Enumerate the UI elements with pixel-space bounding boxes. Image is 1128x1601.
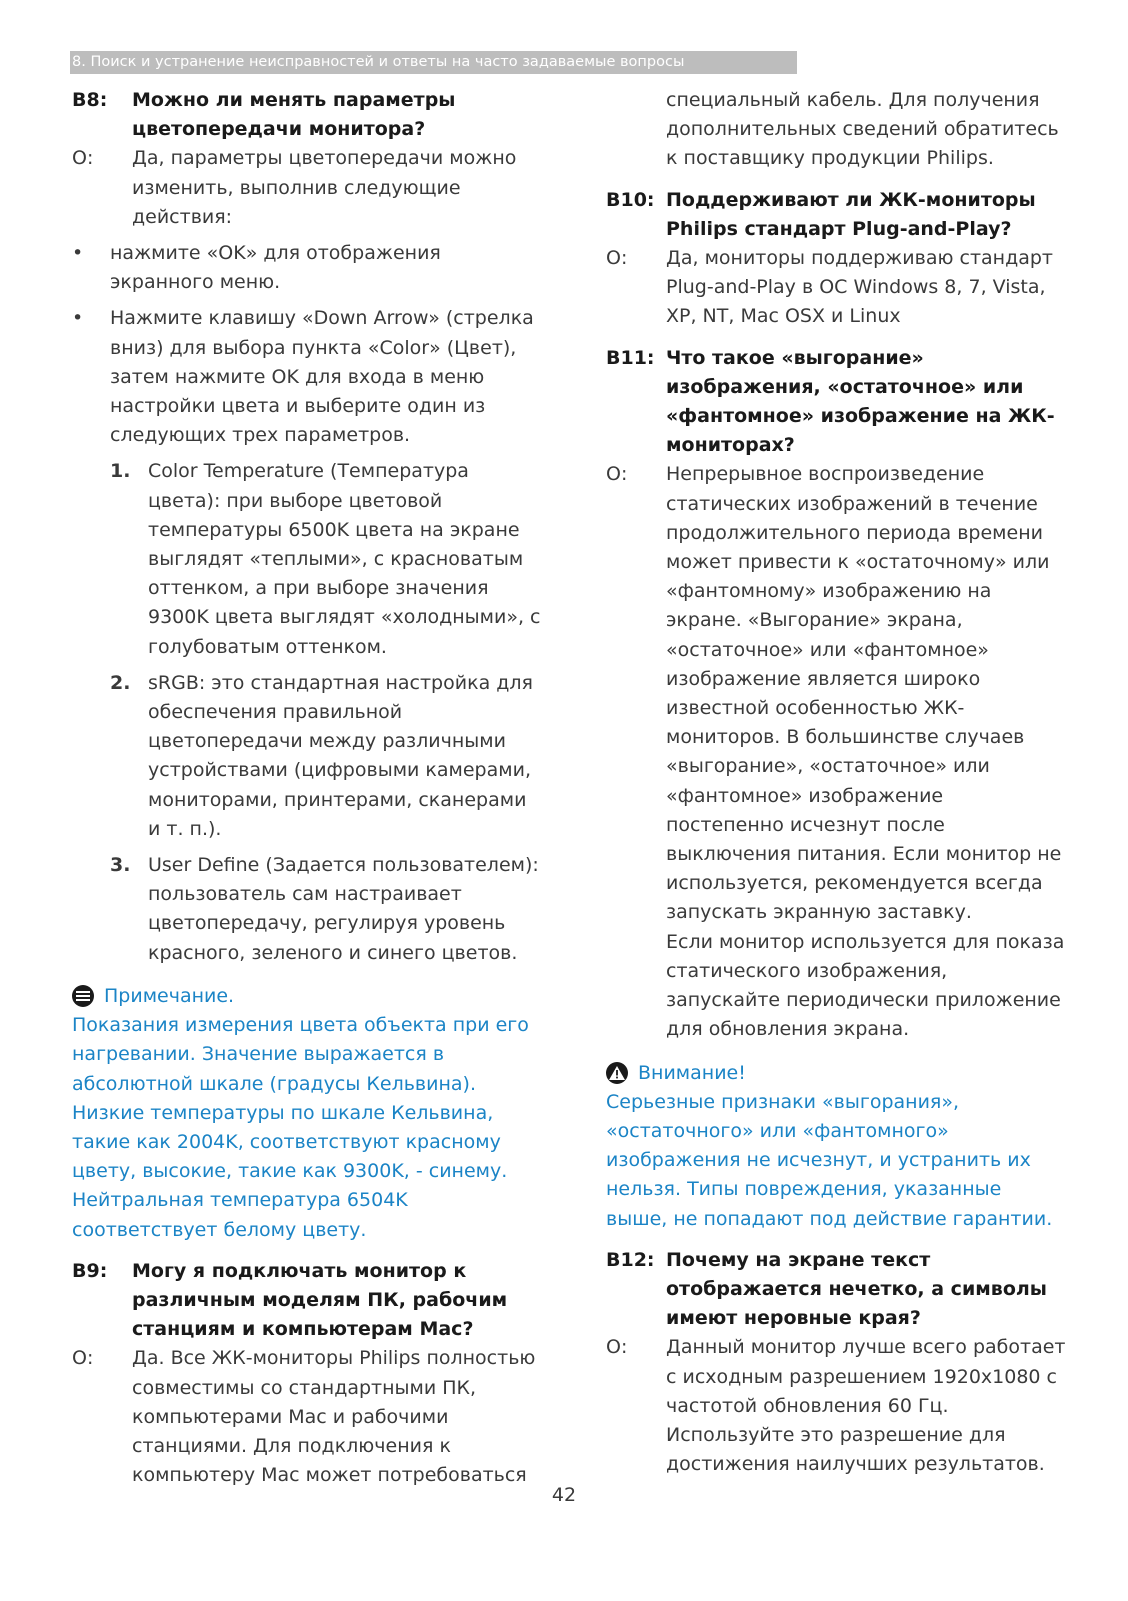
answer-b11 [606, 460, 1066, 927]
answer-label: О: [606, 1336, 628, 1359]
warning-icon [606, 1062, 628, 1084]
bullet-item [72, 239, 542, 297]
section-header: 8. Поиск и устранение неисправностей и ответы на часто задаваемые вопросы [70, 51, 797, 74]
numbered-item [110, 851, 542, 968]
question-label: В10: [606, 188, 655, 211]
answer-b10 [606, 244, 1066, 332]
answer-text: Да. Все ЖК-мониторы Philips полностью совместимы со стандартными ПК, компьютерами Mac и рабочими станциями. Для подключения к компьютеру Mac может потребоваться [132, 1347, 536, 1487]
warning-title: Внимание! [638, 1061, 746, 1084]
question-label: В9: [72, 1259, 108, 1282]
answer-text: Да, мониторы поддерживаю стандарт Plug-and-Play в ОС Windows 8, 7, Vista, XP, NT, Mac OSX и Linux [666, 247, 1053, 328]
answer-label: О: [606, 463, 628, 486]
item-number: 3. [110, 854, 131, 877]
answer-text: Данный монитор лучше всего работает с исходным разрешением 1920x1080 с частотой обновления 60 Гц. Используйте это разрешение для достижения наилучших результатов. [666, 1336, 1066, 1476]
question-b9 [72, 1257, 542, 1345]
question-label: В8: [72, 89, 108, 111]
bullet-icon: • [72, 242, 84, 265]
answer-b12 [606, 1333, 1066, 1479]
note-title: Примечание. [104, 984, 235, 1007]
question-text: Поддерживают ли ЖК-мониторы Philips стандарт Plug-and-Play? [666, 188, 1036, 240]
item-text: User Define (Задается пользователем): пользователь сам настраивает цветопередачу, регулируя уровень красного, зеленого и синего цветов. [148, 854, 539, 964]
answer-text: Непрерывное воспроизведение статических изображений в течение продолжительного периода времени может привести к «остаточному» или «фантомному» изображению на экране. «Выгорание» экрана, «остаточное» или «фантомное» изображение является широко известной особенностью ЖК-мониторов. В большинстве случаев «выгорание», «остаточное» или «фантомное» изображение постепенно исчезнут после выключения питания. Если монитор не используется, рекомендуется всегда запускать экранную заставку. [666, 463, 1062, 924]
numbered-item [110, 669, 542, 844]
question-text: Что такое «выгорание» изображения, «остаточное» или «фантомное» изображение на ЖК-мониторах? [666, 346, 1055, 457]
answer-label: О: [72, 147, 94, 170]
note-text: Показания измерения цвета объекта при его нагревании. Значение выражается в абсолютной шкале (градусы Кельвина). Низкие температуры по шкале Кельвина, такие как 2004K, соответствуют красному цвету, высокие, такие как 9300K, - синему. Нейтральная температура 6504K соответствует белому цвету. [72, 1014, 529, 1241]
warning-heading [606, 1059, 1066, 1088]
question-text: Могу я подключать монитор к различным моделям ПК, рабочим станциям и компьютерам Mac? [132, 1259, 508, 1341]
answer-text: Да, параметры цветопередачи можно изменить, выполнив следующие действия: [132, 147, 517, 228]
question-text: Можно ли менять параметры цветопередачи монитора? [132, 89, 456, 141]
answer-text: Если монитор используется для показа статического изображения, запускайте периодически приложение для обновления экрана. [666, 930, 1065, 1041]
bullet-text: нажмите «OK» для отображения экранного меню. [110, 242, 441, 294]
question-b11 [606, 344, 1066, 461]
item-number: 2. [110, 671, 131, 694]
answer-b9-continued [606, 86, 1066, 174]
note-heading [72, 982, 542, 1011]
left-column [72, 86, 542, 1490]
warning-text: Серьезные признаки «выгорания», «остаточного» или «фантомного» изображения не исчезнут, и устранить их нельзя. Типы повреждения, указанные выше, не попадают под действие гарантии. [606, 1090, 1053, 1230]
numbered-item [110, 457, 542, 661]
item-text: sRGB: это стандартная настройка для обеспечения правильной цветопередачи между различными устройствами (цифровыми камерами, мониторами, принтерами, сканерами и т. п.). [148, 671, 533, 840]
right-column [606, 86, 1066, 1479]
note-icon [72, 985, 94, 1007]
item-text: Color Temperature (Температура цвета): при выборе цветовой температуры 6500K цвета на экране выглядят «теплыми», с красноватым оттенком, а при выборе значения 9300K цвета выглядят «холодными», с голубоватым оттенком. [148, 460, 541, 658]
question-text: Почему на экране текст отображается нечетко, а символы имеют неровные края? [666, 1248, 1047, 1330]
question-b8 [72, 86, 542, 144]
page-number: 42 [551, 1484, 577, 1506]
answer-text: специальный кабель. Для получения дополнительных сведений обратитесь к поставщику продукции Philips. [666, 89, 1059, 170]
bullet-item [72, 304, 542, 450]
question-b10 [606, 186, 1066, 244]
answer-b9 [72, 1344, 542, 1490]
answer-label: О: [72, 1347, 94, 1370]
question-label: В11: [606, 346, 655, 369]
answer-b8 [72, 144, 542, 232]
question-b12 [606, 1246, 1066, 1334]
bullet-icon: • [72, 307, 84, 330]
question-label: В12: [606, 1248, 655, 1271]
bullet-text: Нажмите клавишу «Down Arrow» (стрелка вниз) для выбора пункта «Color» (Цвет), затем нажмите OK для входа в меню настройки цвета и выберите один из следующих трех параметров. [110, 307, 534, 447]
item-number: 1. [110, 460, 131, 483]
answer-label: О: [606, 247, 628, 270]
answer-b11-continued [606, 928, 1066, 1045]
